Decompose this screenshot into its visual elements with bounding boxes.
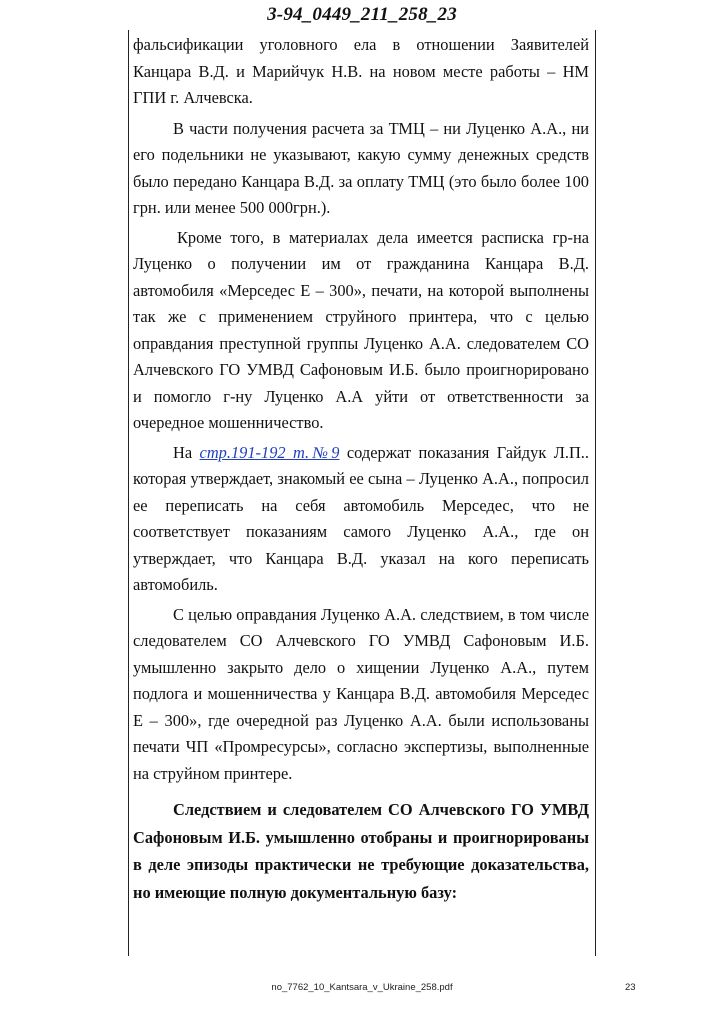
paragraph-4-end: содержат показания Гайдук Л.П.. которая утверждает, знакомый ее сына – Луценко А.А., попросил ее переписать на себя автомобиль Мерседес, что не соответствует показаниям самого Луценко А.А., где он утверждает, что Канцара В.Д. указал на кого переписать автомобиль. (133, 442, 589, 594)
paragraph-2: В части получения расчета за ТМЦ – ни Луценко А.А., ни его подельники не указывают, какую сумму денежных средств было передано Канцара В.Д. за оплату ТМЦ (это было более 100 грн. или менее 500 000грн.). (133, 118, 589, 217)
left-margin-rule (128, 30, 129, 956)
paragraph-4 (133, 440, 589, 599)
footer-filename: no_7762_10_Kantsara_v_Ukraine_258.pdf (271, 982, 453, 993)
page-header-title: 3-94_0449_211_258_23 (267, 4, 457, 25)
right-margin-rule (595, 30, 596, 956)
paragraph-4-start: На (173, 442, 200, 462)
paragraph-5: С целью оправдания Луценко А.А. следствием, в том числе следователем СО Алчевского ГО УМВД Сафоновым И.Б. умышленно закрыто дело о хищении Луценко А.А., путем подлога и мошенничества у Канцара В.Д. автомобиля Мерседес Е – 300», где очередной раз Луценко А.А. были использованы печати ЧП «Промресурсы», согласно экспертизы, выполненные на струйном принтере. (133, 604, 589, 783)
paragraph-1: фальсификации уголовного ела в отношении Заявителей Канцара В.Д. и Марийчук Н.В. на новом месте работы – НМ ГПИ г. Алчевска. (133, 35, 589, 107)
paragraph-6-bold: Следствием и следователем СО Алчевского ГО УМВД Сафоновым И.Б. умышленно отобраны и проигнорированы в деле эпизоды практически не требующие доказательства, но имеющие полную документальную базу: (133, 800, 589, 902)
paragraph-3: Кроме того, в материалах дела имеется расписка гр-на Луценко о получении им от гражданина Канцара В.Д. автомобиля «Мерседес Е – 300», печати, на которой выполнены так же с применением струйного принтера, что с целью оправдания преступной группы Луценко А.А. следователем СО Алчевского ГО УМВД Сафоновым И.Б. было проигнорировано и помогло г-ну Луценко А.А уйти от ответственности за очередное мошенничество. (133, 227, 589, 432)
footer-page-number: 23 (625, 982, 636, 993)
document-body (133, 32, 589, 906)
case-file-page-link[interactable]: стр.191-192 т.№9 (199, 442, 340, 462)
